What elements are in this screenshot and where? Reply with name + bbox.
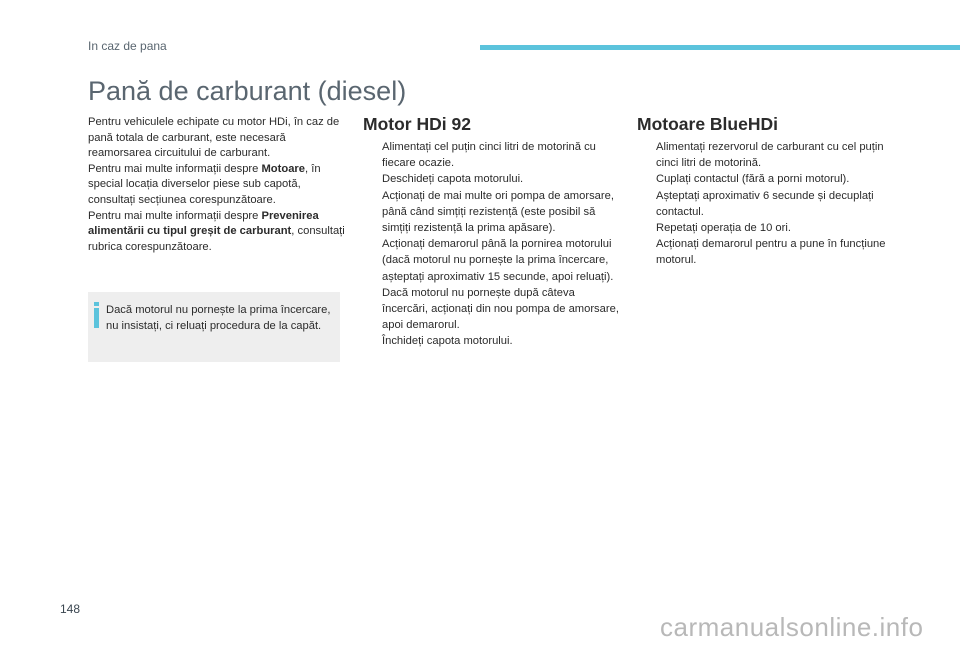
intro-link-motoare: Motoare [261,162,305,175]
step-item [637,220,889,236]
step-item [637,236,889,268]
step-item [637,139,889,171]
step-item [363,188,621,237]
intro-paragraph-1: Pentru vehiculele echipate cu motor HDi, în caz de pană totala de carburant, este necesară reamorsarea circuitului de carburant. [88,116,340,160]
step-text: Așteptați aproximativ 6 secunde și decuplați contactul. [656,189,874,218]
intro-text-run: , în special locația diverselor piese sub capotă, consultați secțiunea corespunzătoare. [88,162,321,206]
step-text: Dacă motorul nu pornește după câteva încercări, acționați din nou pompa de amorsare, apoi demarorul. [382,286,619,332]
hdi92-steps [363,139,621,350]
step-item [363,333,621,349]
intro-paragraph-3 [88,209,350,256]
section-accent-bar [480,45,960,50]
step-text: Închideți capota motorului. [382,335,513,348]
intro-link-prevenirea: Prevenirea alimentării cu tipul greșit de carburant [88,209,319,238]
step-text: Acționați demarorul pentru a pune în funcțiune motorul. [656,238,886,267]
step-text: Cuplați contactul (fără a porni motorul). [656,173,850,186]
watermark: carmanualsonline.info [660,612,924,642]
step-item [637,171,889,187]
step-item [363,236,621,285]
bluehdi-steps [637,139,889,269]
step-text: Acționați de mai multe ori pompa de amorsare, până când simțiți rezistență (este posibil să simțiți rezistență la prima apăsare). [382,189,614,235]
section-label: In caz de pana [88,39,167,53]
intro-text [88,115,350,255]
intro-paragraph-2 [88,162,350,209]
page-number: 148 [60,602,81,616]
info-icon [94,302,99,328]
step-text: Repetați operația de 10 ori. [656,222,791,235]
step-text: Alimentați rezervorul de carburant cu cel puțin cinci litri de motorină. [656,141,884,170]
page-title: Pană de carburant (diesel) [88,76,407,106]
info-note-box [88,292,340,362]
bluehdi-heading: Motoare BlueHDi [637,114,778,134]
step-item [363,171,621,187]
intro-text-run: , consultați rubrica corespunzătoare. [88,225,345,253]
intro-text-run: Pentru mai multe informații despre [88,162,262,175]
step-text: Acționați demarorul până la pornirea motorului (dacă motorul nu pornește la prima încercare, așteptați aproximativ 15 secunde, apoi reluați). [382,238,614,283]
hdi92-heading: Motor HDi 92 [363,114,471,134]
step-item [363,139,621,171]
step-text: Alimentați cel puțin cinci litri de motorină cu fiecare ocazie. [382,141,596,170]
step-item [637,188,889,220]
step-item [363,285,621,334]
info-note-text: Dacă motorul nu pornește la prima încercare, nu insistați, ci reluați procedura de la capăt. [106,304,331,332]
step-text: Deschideți capota motorului. [382,173,524,186]
intro-text-run: Pentru mai multe informații despre [88,209,262,222]
